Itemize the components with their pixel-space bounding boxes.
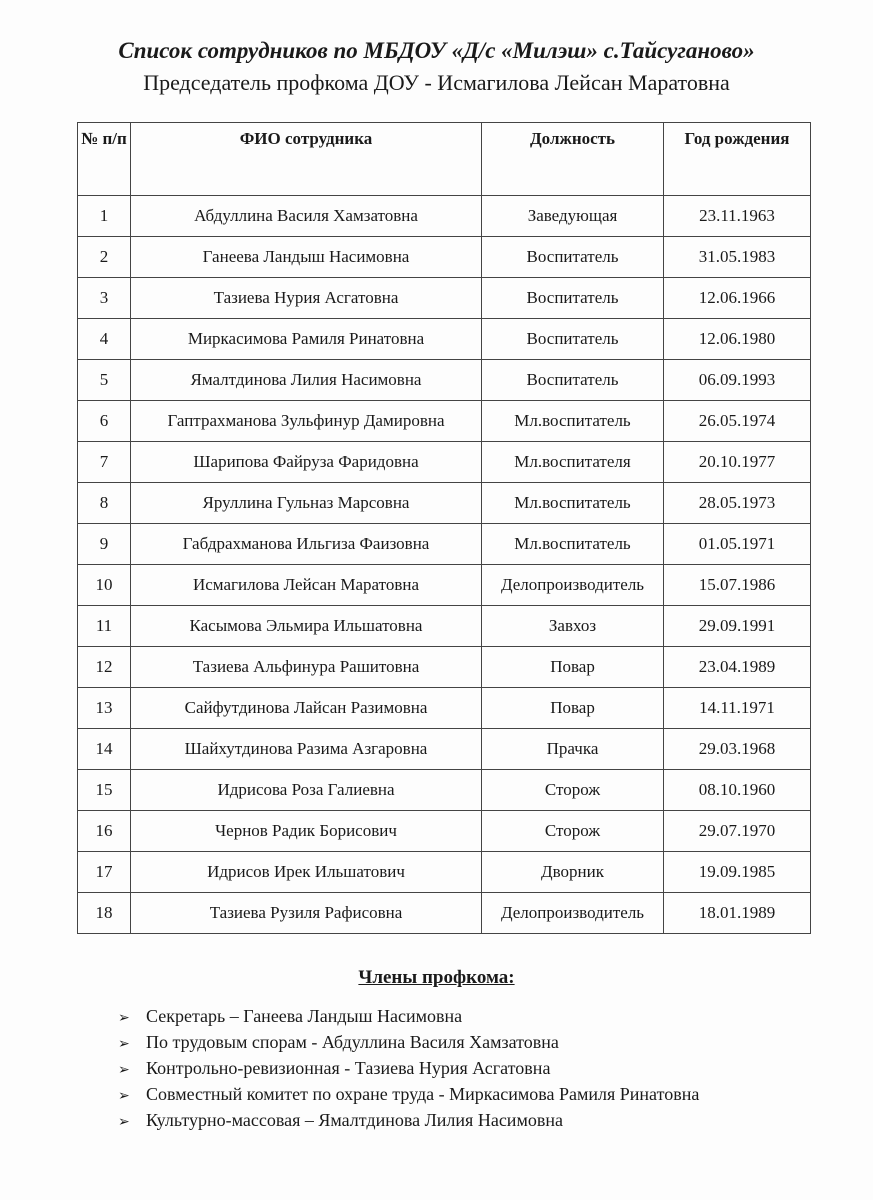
cell-birthdate: 12.06.1980 <box>664 319 811 360</box>
cell-birthdate: 29.07.1970 <box>664 811 811 852</box>
table-row <box>78 893 811 934</box>
cell-position: Повар <box>482 688 664 729</box>
cell-number: 18 <box>78 893 131 934</box>
cell-position: Сторож <box>482 770 664 811</box>
cell-number: 15 <box>78 770 131 811</box>
cell-number: 2 <box>78 237 131 278</box>
cell-number: 10 <box>78 565 131 606</box>
cell-birthdate: 23.04.1989 <box>664 647 811 688</box>
arrow-bullet-icon: ➢ <box>118 1062 130 1078</box>
table-row <box>78 524 811 565</box>
cell-birthdate: 23.11.1963 <box>664 196 811 237</box>
employees-table <box>77 122 811 934</box>
member-item <box>118 1081 699 1107</box>
cell-birthdate: 29.03.1968 <box>664 729 811 770</box>
cell-number: 11 <box>78 606 131 647</box>
cell-number: 8 <box>78 483 131 524</box>
table-header-row <box>78 123 811 196</box>
cell-name: Яруллина Гульназ Марсовна <box>131 483 482 524</box>
cell-number: 5 <box>78 360 131 401</box>
member-item <box>118 1003 699 1029</box>
cell-birthdate: 01.05.1971 <box>664 524 811 565</box>
cell-number: 7 <box>78 442 131 483</box>
cell-name: Ганеева Ландыш Насимовна <box>131 237 482 278</box>
member-text: Контрольно-ревизионная - Тазиева Нурия Асгатовна <box>146 1058 551 1078</box>
header-position: Должность <box>482 123 664 196</box>
table-row <box>78 483 811 524</box>
table-row <box>78 565 811 606</box>
cell-position: Делопроизводитель <box>482 565 664 606</box>
cell-name: Идрисов Ирек Ильшатович <box>131 852 482 893</box>
cell-birthdate: 18.01.1989 <box>664 893 811 934</box>
cell-birthdate: 15.07.1986 <box>664 565 811 606</box>
table-row <box>78 811 811 852</box>
cell-birthdate: 20.10.1977 <box>664 442 811 483</box>
member-item <box>118 1107 699 1133</box>
cell-birthdate: 29.09.1991 <box>664 606 811 647</box>
table-row <box>78 278 811 319</box>
cell-name: Шайхутдинова Разима Азгаровна <box>131 729 482 770</box>
document-title: Список сотрудников по МБДОУ «Д/с «Милэш» с.Тайсуганово» <box>118 38 755 63</box>
table-row <box>78 688 811 729</box>
arrow-bullet-icon: ➢ <box>118 1114 130 1130</box>
header-birthdate: Год рождения <box>664 123 811 196</box>
table-row <box>78 606 811 647</box>
cell-birthdate: 26.05.1974 <box>664 401 811 442</box>
member-text: Секретарь – Ганеева Ландыш Насимовна <box>146 1006 463 1026</box>
cell-position: Мл.воспитатель <box>482 483 664 524</box>
cell-position: Завхоз <box>482 606 664 647</box>
member-text: По трудовым спорам - Абдуллина Василя Хамзатовна <box>146 1032 559 1052</box>
cell-number: 12 <box>78 647 131 688</box>
cell-position: Прачка <box>482 729 664 770</box>
cell-birthdate: 12.06.1966 <box>664 278 811 319</box>
cell-name: Гаптрахманова Зульфинур Дамировна <box>131 401 482 442</box>
cell-birthdate: 14.11.1971 <box>664 688 811 729</box>
cell-birthdate: 28.05.1973 <box>664 483 811 524</box>
arrow-bullet-icon: ➢ <box>118 1010 130 1026</box>
cell-name: Сайфутдинова Лайсан Разимовна <box>131 688 482 729</box>
arrow-bullet-icon: ➢ <box>118 1088 130 1104</box>
table-row <box>78 647 811 688</box>
members-title: Члены профкома: <box>358 967 515 988</box>
cell-position: Делопроизводитель <box>482 893 664 934</box>
table-row <box>78 319 811 360</box>
header-name: ФИО сотрудника <box>131 123 482 196</box>
table-row <box>78 196 811 237</box>
cell-number: 16 <box>78 811 131 852</box>
cell-number: 3 <box>78 278 131 319</box>
cell-position: Воспитатель <box>482 278 664 319</box>
cell-name: Тазиева Нурия Асгатовна <box>131 278 482 319</box>
cell-number: 13 <box>78 688 131 729</box>
cell-name: Габдрахманова Ильгиза Фаизовна <box>131 524 482 565</box>
cell-birthdate: 06.09.1993 <box>664 360 811 401</box>
cell-position: Дворник <box>482 852 664 893</box>
table-row <box>78 360 811 401</box>
document-subtitle: Председатель профкома ДОУ - Исмагилова Лейсан Маратовна <box>143 70 730 95</box>
cell-name: Ямалтдинова Лилия Насимовна <box>131 360 482 401</box>
cell-position: Мл.воспитатель <box>482 401 664 442</box>
cell-number: 17 <box>78 852 131 893</box>
cell-position: Сторож <box>482 811 664 852</box>
cell-number: 4 <box>78 319 131 360</box>
table-row <box>78 852 811 893</box>
cell-position: Заведующая <box>482 196 664 237</box>
member-text: Совместный комитет по охране труда - Миркасимова Рамиля Ринатовна <box>146 1084 700 1104</box>
cell-position: Воспитатель <box>482 237 664 278</box>
cell-name: Абдуллина Василя Хамзатовна <box>131 196 482 237</box>
cell-name: Идрисова Роза Галиевна <box>131 770 482 811</box>
members-list <box>118 1003 699 1133</box>
header-number: № п/п <box>78 123 131 196</box>
cell-name: Тазиева Альфинура Рашитовна <box>131 647 482 688</box>
cell-position: Повар <box>482 647 664 688</box>
cell-name: Исмагилова Лейсан Маратовна <box>131 565 482 606</box>
cell-number: 1 <box>78 196 131 237</box>
cell-birthdate: 19.09.1985 <box>664 852 811 893</box>
member-text: Культурно-массовая – Ямалтдинова Лилия Насимовна <box>146 1110 563 1130</box>
cell-name: Касымова Эльмира Ильшатовна <box>131 606 482 647</box>
cell-position: Мл.воспитатель <box>482 524 664 565</box>
cell-position: Мл.воспитателя <box>482 442 664 483</box>
cell-position: Воспитатель <box>482 319 664 360</box>
cell-number: 14 <box>78 729 131 770</box>
table-row <box>78 729 811 770</box>
table-row <box>78 401 811 442</box>
cell-name: Чернов Радик Борисович <box>131 811 482 852</box>
cell-number: 9 <box>78 524 131 565</box>
cell-birthdate: 08.10.1960 <box>664 770 811 811</box>
cell-name: Шарипова Файруза Фаридовна <box>131 442 482 483</box>
member-item <box>118 1055 699 1081</box>
cell-number: 6 <box>78 401 131 442</box>
cell-position: Воспитатель <box>482 360 664 401</box>
table-row <box>78 442 811 483</box>
table-row <box>78 770 811 811</box>
cell-name: Тазиева Рузиля Рафисовна <box>131 893 482 934</box>
cell-birthdate: 31.05.1983 <box>664 237 811 278</box>
table-row <box>78 237 811 278</box>
cell-name: Миркасимова Рамиля Ринатовна <box>131 319 482 360</box>
member-item <box>118 1029 699 1055</box>
arrow-bullet-icon: ➢ <box>118 1036 130 1052</box>
